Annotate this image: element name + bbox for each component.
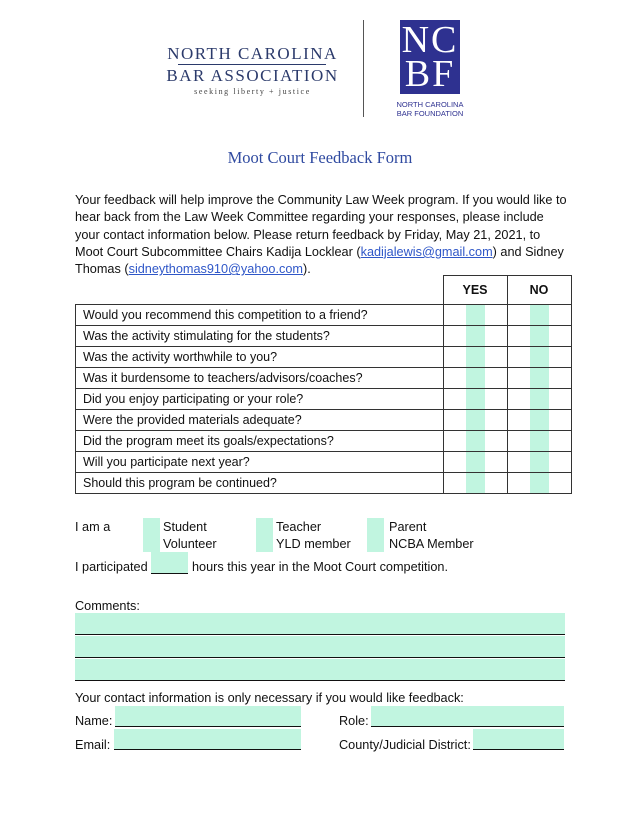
role-option-volunteer: Volunteer	[163, 537, 217, 551]
comments-line-2[interactable]	[75, 636, 565, 658]
hours-prefix: I participated	[75, 560, 148, 574]
name-label: Name:	[75, 714, 113, 728]
yes-cell	[443, 473, 507, 494]
yes-cell	[443, 305, 507, 326]
role-checkbox-volunteer[interactable]	[143, 535, 160, 552]
no-cell	[507, 410, 571, 431]
role-option-ncba: NCBA Member	[389, 537, 474, 551]
role-checkbox-yld[interactable]	[256, 535, 273, 552]
yes-checkbox[interactable]	[466, 368, 485, 388]
ncbf-sub-line1: NORTH CAROLINA	[396, 100, 464, 109]
question-text: Were the provided materials adequate?	[76, 410, 444, 431]
logo-divider	[363, 20, 364, 117]
ncbf-sub-line2: BAR FOUNDATION	[396, 109, 464, 118]
ncba-logo-line2: BAR ASSOCIATION	[166, 66, 339, 85]
no-cell	[507, 326, 571, 347]
no-checkbox[interactable]	[530, 368, 549, 388]
question-text: Would you recommend this competition to a friend?	[76, 305, 444, 326]
email-link-kadija[interactable]: kadijalewis@gmail.com	[360, 244, 493, 259]
page-title: Moot Court Feedback Form	[227, 148, 413, 167]
yes-checkbox[interactable]	[466, 410, 485, 430]
table-row	[76, 452, 572, 473]
yes-cell	[443, 410, 507, 431]
table-row	[76, 368, 572, 389]
hours-suffix: hours this year in the Moot Court competition.	[192, 560, 448, 574]
table-row	[76, 347, 572, 368]
ncba-logo-line1: NORTH CAROLINA	[167, 44, 338, 63]
role-field-label: Role:	[339, 714, 369, 728]
county-input[interactable]	[473, 729, 564, 750]
table-row	[76, 389, 572, 410]
yes-checkbox[interactable]	[466, 305, 485, 325]
role-option-teacher: Teacher	[276, 520, 322, 534]
no-cell	[507, 431, 571, 452]
no-header: NO	[507, 276, 571, 305]
question-text: Will you participate next year?	[76, 452, 444, 473]
name-input[interactable]	[115, 706, 301, 727]
table-row	[76, 326, 572, 347]
role-option-student: Student	[163, 520, 207, 534]
table-row	[76, 473, 572, 494]
yes-checkbox[interactable]	[466, 347, 485, 367]
question-text: Was the activity worthwhile to you?	[76, 347, 444, 368]
county-label: County/Judicial District:	[339, 738, 471, 752]
feedback-table	[75, 275, 572, 494]
email-link-sidney[interactable]: sidneythomas910@yahoo.com	[128, 262, 303, 277]
intro-text-1: Your feedback will help improve the Community Law Week program. If you would like to hear back from the Law Week Committee regarding your responses, please include your contact information below. Please return feedback by Friday, May 21, 2021, to Moot Court Subcommittee Chairs Kadija Locklear (	[75, 193, 567, 259]
question-text: Did you enjoy participating or your role?	[76, 389, 444, 410]
yes-checkbox[interactable]	[466, 326, 485, 346]
role-checkbox-student[interactable]	[143, 518, 160, 535]
question-text: Should this program be continued?	[76, 473, 444, 494]
role-checkbox-teacher[interactable]	[256, 518, 273, 535]
email-label: Email:	[75, 738, 111, 752]
yes-cell	[443, 389, 507, 410]
table-row	[76, 305, 572, 326]
intro-text-2: ) and Sidney Thomas (	[75, 244, 564, 277]
comments-line-1[interactable]	[75, 613, 565, 635]
role-option-yld: YLD member	[276, 537, 351, 551]
role-checkbox-ncba[interactable]	[367, 535, 384, 552]
yes-cell	[443, 347, 507, 368]
question-text: Was it burdensome to teachers/advisors/coaches?	[76, 368, 444, 389]
no-checkbox[interactable]	[530, 473, 549, 493]
yes-checkbox[interactable]	[466, 389, 485, 409]
ncbf-logo-line2: BF	[404, 53, 456, 95]
intro-paragraph	[75, 192, 567, 278]
yes-header: YES	[443, 276, 507, 305]
question-text: Did the program meet its goals/expectations?	[76, 431, 444, 452]
no-checkbox[interactable]	[530, 431, 549, 451]
no-cell	[507, 473, 571, 494]
no-cell	[507, 305, 571, 326]
ncbf-logo	[400, 20, 460, 94]
no-cell	[507, 368, 571, 389]
no-checkbox[interactable]	[530, 452, 549, 472]
yes-cell	[443, 431, 507, 452]
yes-checkbox[interactable]	[466, 431, 485, 451]
no-checkbox[interactable]	[530, 305, 549, 325]
yes-cell	[443, 452, 507, 473]
role-checkbox-parent[interactable]	[367, 518, 384, 535]
hours-input[interactable]	[151, 552, 188, 574]
no-cell	[507, 452, 571, 473]
comments-line-3[interactable]	[75, 659, 565, 681]
yes-cell	[443, 368, 507, 389]
yes-cell	[443, 326, 507, 347]
no-cell	[507, 389, 571, 410]
contact-note: Your contact information is only necessary if you would like feedback:	[75, 691, 464, 705]
email-input[interactable]	[114, 729, 301, 750]
intro-text-3: ).	[303, 262, 311, 277]
table-row	[76, 410, 572, 431]
no-checkbox[interactable]	[530, 410, 549, 430]
role-input[interactable]	[371, 706, 564, 727]
no-cell	[507, 347, 571, 368]
no-checkbox[interactable]	[530, 389, 549, 409]
no-checkbox[interactable]	[530, 326, 549, 346]
ncbf-logo-line1: NC	[401, 19, 459, 61]
yes-checkbox[interactable]	[466, 473, 485, 493]
comments-label: Comments:	[75, 599, 140, 613]
no-checkbox[interactable]	[530, 347, 549, 367]
ncba-tagline: seeking liberty + justice	[194, 87, 311, 96]
role-option-parent: Parent	[389, 520, 427, 534]
table-row	[76, 431, 572, 452]
question-text: Was the activity stimulating for the students?	[76, 326, 444, 347]
yes-checkbox[interactable]	[466, 452, 485, 472]
table-header-blank	[76, 276, 444, 305]
role-label: I am a	[75, 520, 111, 534]
ncba-logo-rule	[178, 64, 326, 65]
